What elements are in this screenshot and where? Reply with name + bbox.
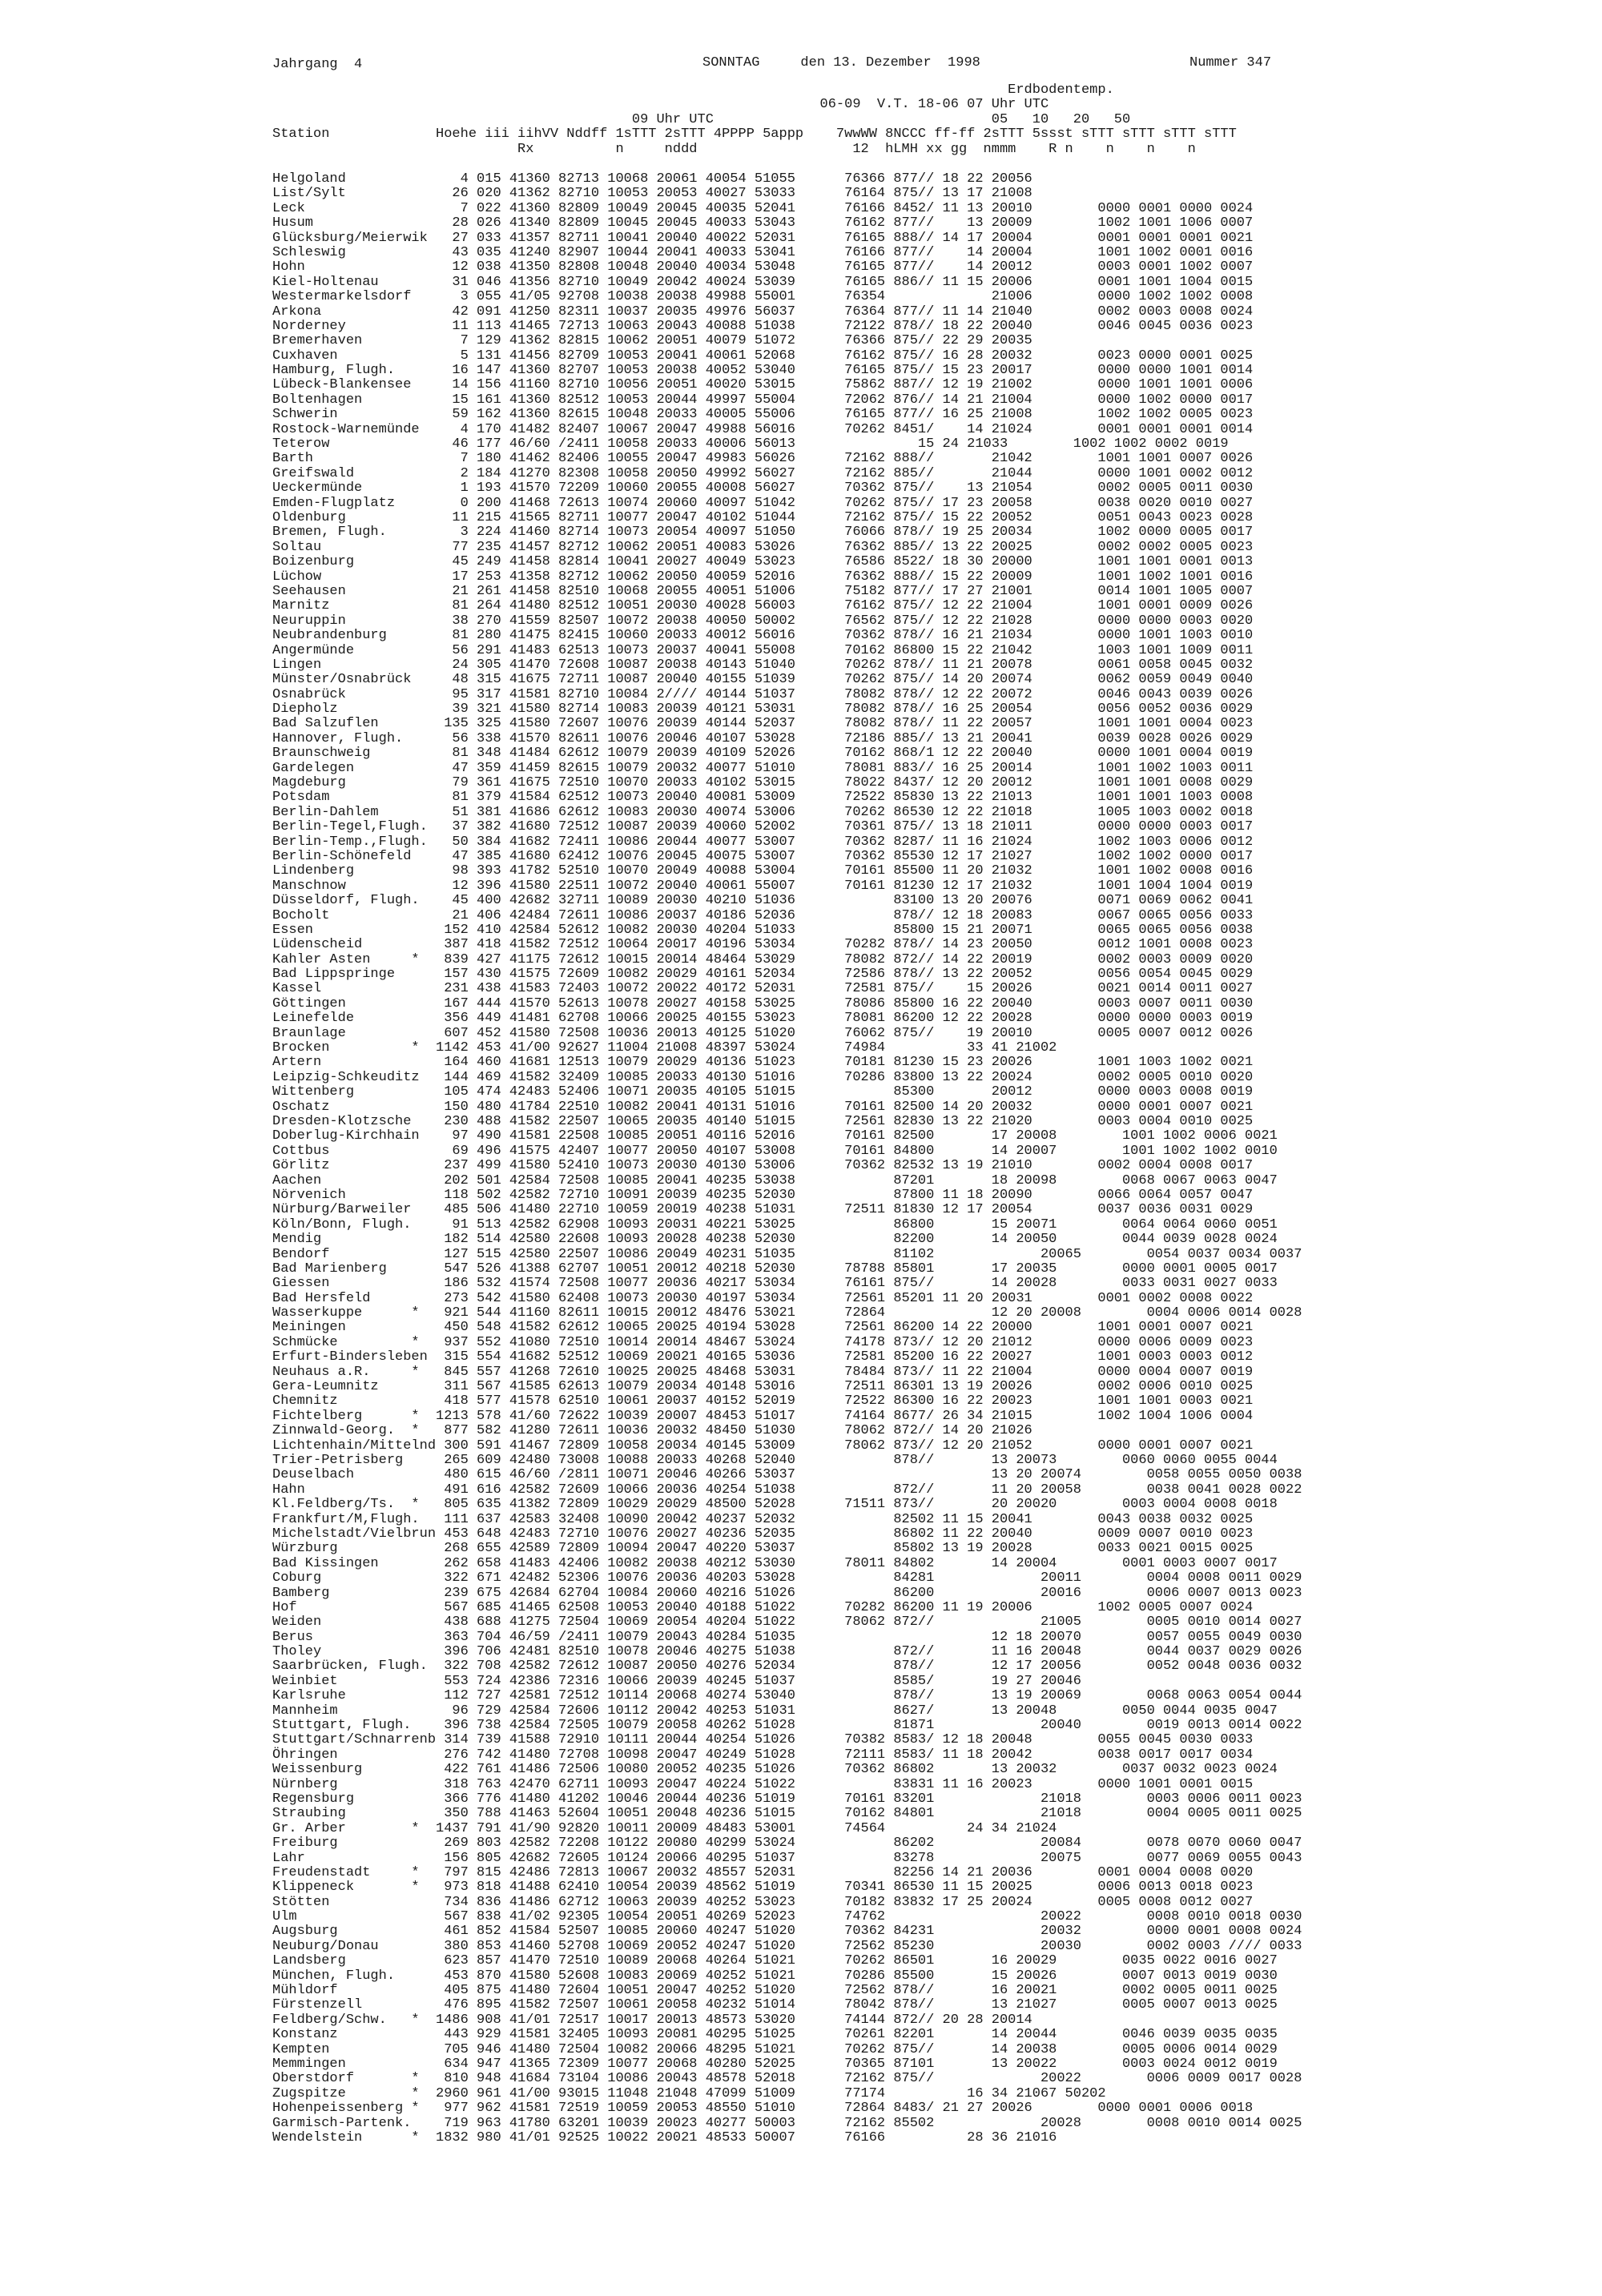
column-header-line: 09 Uhr UTC 05 10 20 50 bbox=[272, 111, 1131, 127]
station-row: Schleswig 43 035 41240 82907 10044 20041 40033 53041 76166 877// 14 20004 1001 1002 0001 0016 bbox=[272, 244, 1254, 260]
station-row: Boizenburg 45 249 41458 82814 10041 20027 40049 53023 76586 8522/ 18 30 20000 1001 1001 0001 0013 bbox=[272, 554, 1254, 570]
station-row: Straubing 350 788 41463 52604 10051 20048 40236 51015 70162 84801 21018 0004 0005 0011 0025 bbox=[272, 1806, 1302, 1822]
station-row: Fichtelberg * 1213 578 41/60 72622 10039 20007 48453 51017 74164 8677/ 26 34 21015 1002 1004 1006 0004 bbox=[272, 1408, 1254, 1424]
station-row: Stötten 734 836 41486 62712 10063 20039 40252 53023 70182 83832 17 25 20024 0005 0008 0012 0027 bbox=[272, 1894, 1254, 1910]
station-row: Doberlug-Kirchhain 97 490 41581 22508 10085 20051 40116 52016 70161 82500 17 20008 1001 1002 0006 0021 bbox=[272, 1128, 1278, 1144]
station-row: Karlsruhe 112 727 42581 72512 10114 20068 40274 53040 878// 13 19 20069 0068 0063 0054 0044 bbox=[272, 1688, 1302, 1704]
column-header-line: 06-09 V.T. 18-06 07 Uhr UTC bbox=[272, 97, 1049, 113]
station-row: Bremerhaven 7 129 41362 82815 10062 20051 40079 51072 76366 875// 22 29 20035 bbox=[272, 333, 1032, 349]
station-row: Hof 567 685 41465 62508 10053 20040 40188 51022 70282 86200 11 19 20006 1002 0005 0007 0024 bbox=[272, 1599, 1254, 1615]
station-row: Braunlage 607 452 41580 72508 10036 20013 40125 51020 76062 875// 19 20010 0005 0007 0012 0026 bbox=[272, 1025, 1254, 1041]
station-row: Mühldorf 405 875 41480 72604 10051 20047 40252 51020 72562 878// 16 20021 0002 0005 0011 0025 bbox=[272, 1983, 1278, 1999]
station-row: Lingen 24 305 41470 72608 10087 20038 40143 51040 70262 878// 11 21 20078 0061 0058 0045 0032 bbox=[272, 657, 1254, 673]
station-row: Lüdenscheid 387 418 41582 72512 10064 20017 40196 53034 70282 878// 14 23 20050 0012 1001 0008 0023 bbox=[272, 937, 1254, 953]
station-row: Bad Lippspringe 157 430 41575 72609 10082 20029 40161 52034 72586 878// 13 22 20052 0056 0054 0045 0029 bbox=[272, 967, 1254, 983]
station-row: Gr. Arber * 1437 791 41/90 92820 10011 20009 48483 53001 74564 24 34 21024 bbox=[272, 1820, 1057, 1836]
station-row: Freiburg 269 803 42582 72208 10122 20080 40299 53024 86202 20084 0078 0070 0060 0047 bbox=[272, 1836, 1302, 1852]
station-row: Öhringen 276 742 41480 72708 10098 20047 40249 51028 72111 8583/ 11 18 20042 0038 0017 0017 0034 bbox=[272, 1747, 1254, 1763]
station-row: Neuhaus a.R. * 845 557 41268 72610 10025 20025 48468 53031 78484 873// 11 22 21004 0000 0004 0007 0019 bbox=[272, 1364, 1254, 1380]
station-row: Barth 7 180 41462 82406 10055 20047 49983 56026 72162 888// 21042 1001 1001 0007 0026 bbox=[272, 451, 1254, 467]
station-row: Augsburg 461 852 41584 52507 10085 20060 40247 51020 70362 84231 20032 0000 0001 0008 0024 bbox=[272, 1924, 1302, 1940]
station-row: Husum 28 026 41340 82809 10045 20045 40033 53043 76162 877// 13 20009 1002 1001 1006 0007 bbox=[272, 215, 1254, 231]
station-row: Freudenstadt * 797 815 42486 72813 10067 20032 48557 52031 82256 14 21 20036 0001 0004 0008 0020 bbox=[272, 1864, 1254, 1880]
column-header-line: Station Hoehe iii iihVV Nddff 1sTTT 2sTTT 4PPPP 5appp 7wwWW 8NCCC ff-ff 2sTTT 5ssst sTTT sTTT sTTT sTTT bbox=[272, 127, 1237, 143]
station-row: Bad Marienberg 547 526 41388 62707 10051 20012 40218 52030 78788 85801 17 20035 0000 0001 0005 0017 bbox=[272, 1261, 1278, 1277]
station-row: Münster/Osnabrück 48 315 41675 72711 10087 20040 40155 51039 70262 875// 14 20 20074 0062 0059 0049 0040 bbox=[272, 672, 1254, 688]
station-row: Schmücke * 937 552 41080 72510 10014 20014 48467 53024 74178 873// 12 20 21012 0000 0006 0009 0023 bbox=[272, 1334, 1254, 1350]
station-row: Konstanz 443 929 41581 32405 10093 20081 40295 51025 70261 82201 14 20044 0046 0039 0035 0035 bbox=[272, 2027, 1278, 2043]
station-row: Görlitz 237 499 41580 52410 10073 20030 40130 53006 70362 82532 13 19 21010 0002 0004 0008 0017 bbox=[272, 1158, 1254, 1174]
station-row: Artern 164 460 41681 12513 10079 20029 40136 51023 70181 81230 15 23 20026 1001 1003 1002 0021 bbox=[272, 1055, 1254, 1071]
station-row: Berlin-Temp.,Flugh. 50 384 41682 72411 10086 20044 40077 53007 70362 8287/ 11 16 21024 1002 1003 0006 0012 bbox=[272, 834, 1254, 850]
station-row: Brocken * 1142 453 41/00 92627 11004 21008 48397 53024 74984 33 41 21002 bbox=[272, 1040, 1057, 1056]
station-row: Bad Salzuflen 135 325 41580 72607 10076 20039 40144 52037 78082 878// 11 22 20057 1001 1001 0004 0023 bbox=[272, 716, 1254, 732]
station-row: Wittenberg 105 474 42483 52406 10071 20035 40105 51015 85300 20012 0000 0003 0008 0019 bbox=[272, 1084, 1254, 1100]
station-row: Osnabrück 95 317 41581 82710 10084 2//// 40144 51037 78082 878// 12 22 20072 0046 0043 0039 0026 bbox=[272, 686, 1254, 702]
station-row: Magdeburg 79 361 41675 72510 10070 20033 40102 53015 78022 8437/ 12 20 20012 1001 1001 0008 0029 bbox=[272, 775, 1254, 791]
station-row: Kl.Feldberg/Ts. * 805 635 41382 72809 10029 20029 48500 52028 71511 873// 20 20020 0003 0004 0008 0018 bbox=[272, 1497, 1278, 1513]
station-row: Mannheim 96 729 42584 72606 10112 20042 40253 51031 8627/ 13 20048 0050 0044 0035 0047 bbox=[272, 1703, 1278, 1719]
station-row: Leck 7 022 41360 82809 10049 20045 40035 52041 76166 8452/ 11 13 20010 0000 0001 0000 0024 bbox=[272, 200, 1254, 216]
station-row: Kiel-Holtenau 31 046 41356 82710 10049 20042 40024 53039 76165 886// 11 15 20006 0001 1001 1004 0015 bbox=[272, 274, 1254, 290]
station-row: Neuburg/Donau 380 853 41460 52708 10069 20052 40247 51020 72562 85230 20030 0002 0003 //// 0033 bbox=[272, 1938, 1302, 1954]
station-row: Oschatz 150 480 41784 22510 10082 20041 40131 51016 70161 82500 14 20 20032 0000 0001 0007 0021 bbox=[272, 1099, 1254, 1115]
station-row: Hannover, Flugh. 56 338 41570 82611 10076 20046 40107 53028 72186 885// 13 21 20041 0039 0028 0026 0029 bbox=[272, 730, 1254, 746]
station-row: Stuttgart/Schnarrenb 314 739 41588 72910 10111 20044 40254 51026 70382 8583/ 12 18 20048 0055 0045 0030 0033 bbox=[272, 1732, 1254, 1748]
station-row: Düsseldorf, Flugh. 45 400 42682 32711 10089 20030 40210 51036 83100 13 20 20076 0071 0069 0062 0041 bbox=[272, 893, 1254, 909]
volume-label: Jahrgang 4 bbox=[272, 57, 363, 72]
station-row: Wendelstein * 1832 980 41/01 92525 10022 20021 48533 50007 76166 28 36 21016 bbox=[272, 2129, 1057, 2145]
station-row: Weinbiet 553 724 42386 72316 10066 20039 40245 51037 8585/ 19 27 20046 bbox=[272, 1673, 1081, 1689]
station-row: Bad Kissingen 262 658 41483 42406 10082 20038 40212 53030 78011 84802 14 20004 0001 0003 0007 0017 bbox=[272, 1555, 1278, 1571]
station-row: Diepholz 39 321 41580 82714 10083 20039 40121 53031 78082 878// 16 25 20054 0056 0052 0036 0029 bbox=[272, 702, 1254, 718]
station-row: Nürnberg 318 763 42470 62711 10093 20047 40224 51022 83831 11 16 20023 0000 1001 0001 0015 bbox=[272, 1776, 1254, 1792]
station-row: Neuruppin 38 270 41559 82507 10072 20038 40050 50002 76562 875// 12 22 21028 0000 0000 0003 0020 bbox=[272, 613, 1254, 629]
station-row: Oldenburg 11 215 41565 82711 10077 20047 40102 51044 72162 875// 15 22 20052 0051 0043 0023 0028 bbox=[272, 509, 1254, 525]
station-row: Weiden 438 688 41275 72504 10069 20054 40204 51022 78062 872// 21005 0005 0010 0014 0027 bbox=[272, 1614, 1302, 1631]
station-row: Hohenpeissenberg * 977 962 41581 72519 10059 20053 48550 51010 72864 8483/ 21 27 20026 0000 0001 0006 0018 bbox=[272, 2101, 1254, 2117]
station-row: Nörvenich 118 502 42582 72710 10091 20039 40235 52030 87800 11 18 20090 0066 0064 0057 0047 bbox=[272, 1187, 1254, 1203]
station-row: Gera-Leumnitz 311 567 41585 62613 10079 20034 40148 53016 72511 86301 13 19 20026 0002 0006 0010 0025 bbox=[272, 1379, 1254, 1395]
station-row: Bamberg 239 675 42684 62704 10084 20060 40216 51026 86200 20016 0006 0007 0013 0023 bbox=[272, 1585, 1302, 1601]
station-row: Erfurt-Bindersleben 315 554 41682 52512 10069 20021 40165 53036 72581 85200 16 22 20027 1001 0003 0003 0012 bbox=[272, 1349, 1254, 1365]
station-row: Feldberg/Schw. * 1486 908 41/01 72517 10017 20013 48573 53020 74144 872// 20 28 20014 bbox=[272, 2012, 1032, 2028]
column-header bbox=[272, 83, 1237, 157]
station-row: Stuttgart, Flugh. 396 738 42584 72505 10079 20058 40262 51028 81871 20040 0019 0013 0014 0022 bbox=[272, 1718, 1302, 1734]
station-row: Kahler Asten * 839 427 41175 72612 10015 20014 48464 53029 78082 872// 14 22 20019 0002 0003 0009 0020 bbox=[272, 951, 1254, 967]
station-row: Berlin-Tegel,Flugh. 37 382 41680 72512 10087 20039 40060 52002 70361 875// 13 18 21011 0000 0000 0003 0017 bbox=[272, 819, 1254, 835]
station-row: Bocholt 21 406 42484 72611 10086 20037 40186 52036 878// 12 18 20083 0067 0065 0056 0033 bbox=[272, 907, 1254, 923]
station-row: Würzburg 268 655 42589 72809 10094 20047 40220 53037 85802 13 19 20028 0033 0021 0015 0025 bbox=[272, 1541, 1254, 1557]
station-row: List/Sylt 26 020 41362 82710 10053 20053 40027 53033 76164 875// 13 17 21008 bbox=[272, 186, 1032, 202]
station-row: Mendig 182 514 42580 22608 10093 20028 40238 52030 82200 14 20050 0044 0039 0028 0024 bbox=[272, 1232, 1278, 1248]
station-row: Hamburg, Flugh. 16 147 41360 82707 10053 20038 40052 53040 76165 875// 15 23 20017 0000 0000 1001 0014 bbox=[272, 363, 1254, 379]
station-row: Lübeck-Blankensee 14 156 41160 82710 10056 20051 40020 53015 75862 887// 12 19 21002 0000 1001 1001 0006 bbox=[272, 377, 1254, 393]
station-row: Chemnitz 418 577 41578 62510 10061 20037 40152 52019 72522 86300 16 22 20023 1001 1001 0003 0021 bbox=[272, 1393, 1254, 1409]
station-row: Dresden-Klotzsche 230 488 41582 22507 10065 20035 40140 51015 72561 82830 13 22 21020 0003 0004 0010 0025 bbox=[272, 1114, 1254, 1129]
station-row: Berlin-Schönefeld 47 385 41680 62412 10076 20045 40075 53007 70362 85530 12 17 21027 1002 1002 0000 0017 bbox=[272, 848, 1254, 864]
station-row: Soltau 77 235 41457 82712 10062 20051 40083 53026 76362 885// 13 22 20025 0002 0002 0005 0023 bbox=[272, 539, 1254, 555]
station-row: Cottbus 69 496 41575 42407 10077 20050 40107 53008 70161 84800 14 20007 1001 1002 1002 0010 bbox=[272, 1143, 1278, 1159]
station-row: Lahr 156 805 42682 72605 10124 20066 40295 51037 83278 20075 0077 0069 0055 0043 bbox=[272, 1850, 1302, 1866]
station-row: Bremen, Flugh. 3 224 41460 82714 10073 20054 40097 51050 76066 878// 19 25 20034 1002 0000 0005 0017 bbox=[272, 525, 1254, 541]
station-row: Göttingen 167 444 41570 52613 10078 20027 40158 53025 78086 85800 16 22 20040 0003 0007 0011 0030 bbox=[272, 995, 1254, 1011]
station-row: Hahn 491 616 42582 72609 10066 20036 40254 51038 872// 11 20 20058 0038 0041 0028 0022 bbox=[272, 1482, 1302, 1498]
station-row: Berlin-Dahlem 51 381 41686 62612 10083 20030 40074 53006 70262 86530 12 22 21018 1005 1003 0002 0018 bbox=[272, 804, 1254, 820]
station-row: Norderney 11 113 41465 72713 10063 20043 40088 51038 72122 878// 18 22 20040 0046 0045 0036 0023 bbox=[272, 318, 1254, 334]
station-row: Gardelegen 47 359 41459 82615 10079 20032 40077 51010 78081 883// 16 25 20014 1001 1002 1003 0011 bbox=[272, 760, 1254, 776]
station-row: Leinefelde 356 449 41481 62708 10066 20025 40155 53023 78081 86200 12 22 20028 0000 0000 0003 0019 bbox=[272, 1011, 1254, 1027]
station-row: München, Flugh. 453 870 41580 52608 10083 20069 40252 51021 70286 85500 15 20026 0007 0013 0019 0030 bbox=[272, 1968, 1278, 1984]
station-row: Kempten 705 946 41480 72504 10082 20066 48295 51021 70262 875// 14 20038 0005 0006 0014 0029 bbox=[272, 2041, 1278, 2057]
station-row: Klippeneck * 973 818 41488 62410 10054 20039 48562 51019 70341 86530 11 15 20025 0006 0013 0018 0023 bbox=[272, 1880, 1254, 1896]
station-row: Memmingen 634 947 41365 72309 10077 20068 40280 52025 70365 87101 13 20022 0003 0024 0012 0019 bbox=[272, 2057, 1278, 2072]
station-row: Westermarkelsdorf 3 055 41/05 92708 10038 20038 49988 55001 76354 21006 0000 1002 1002 0008 bbox=[272, 289, 1254, 305]
station-row: Leipzig-Schkeuditz 144 469 41582 32409 10085 20033 40130 51016 70286 83800 13 22 20024 0002 0005 0010 0020 bbox=[272, 1069, 1254, 1085]
station-row: Trier-Petrisberg 265 609 42480 73008 10088 20033 40268 52040 878// 13 20073 0060 0060 0055 0044 bbox=[272, 1452, 1278, 1468]
station-row: Braunschweig 81 348 41484 62612 10079 20039 40109 52026 70162 868/1 12 22 20040 0000 1001 0004 0019 bbox=[272, 746, 1254, 762]
station-row: Lüchow 17 253 41358 82712 10062 20050 40059 52016 76362 888// 15 22 20009 1001 1002 1001 0016 bbox=[272, 569, 1254, 585]
station-row: Lindenberg 98 393 41782 52510 10070 20049 40088 53004 70161 85500 11 20 21032 1001 1002 0008 0016 bbox=[272, 863, 1254, 879]
station-row: Teterow 46 177 46/60 /2411 10058 20033 40006 56013 15 24 21033 1002 1002 0002 0019 bbox=[272, 436, 1229, 452]
station-row: Glücksburg/Meierwik 27 033 41357 82711 10041 20040 40022 52031 76165 888// 14 17 20004 0001 0001 0001 0021 bbox=[272, 230, 1254, 246]
station-row: Garmisch-Partenk. 719 963 41780 63201 10039 20023 40277 50003 72162 85502 20028 0008 0010 0014 0025 bbox=[272, 2115, 1302, 2131]
station-row: Lichtenhain/Mittelnd 300 591 41467 72809 10058 20034 40145 53009 78062 873// 12 20 21052 0000 0001 0007 0021 bbox=[272, 1438, 1254, 1454]
station-row: Angermünde 56 291 41483 62513 10073 20037 40041 55008 70162 86800 15 22 21042 1003 1001 1009 0011 bbox=[272, 642, 1254, 658]
station-row: Potsdam 81 379 41584 62512 10073 20040 40081 53009 72522 85830 13 22 21013 1001 1001 1003 0008 bbox=[272, 790, 1254, 806]
station-row: Regensburg 366 776 41480 41202 10046 20044 40236 51019 70161 83201 21018 0003 0006 0011 0023 bbox=[272, 1791, 1302, 1807]
station-row: Giessen 186 532 41574 72508 10077 20036 40217 53034 76161 875// 14 20028 0033 0031 0027 0033 bbox=[272, 1276, 1278, 1292]
station-row: Bad Hersfeld 273 542 41580 62408 10073 20030 40197 53034 72561 85201 11 20 20031 0001 0002 0008 0022 bbox=[272, 1290, 1254, 1306]
station-row: Marnitz 81 264 41480 82512 10051 20030 40028 56003 76162 875// 12 22 21004 1001 0001 0009 0026 bbox=[272, 598, 1254, 614]
station-row: Coburg 322 671 42482 52306 10076 20036 40203 53028 84281 20011 0004 0008 0011 0029 bbox=[272, 1570, 1302, 1586]
station-row: Weissenburg 422 761 41486 72506 10080 20052 40235 51026 70362 86802 13 20032 0037 0032 0023 0024 bbox=[272, 1762, 1278, 1778]
station-row: Emden-Flugplatz 0 200 41468 72613 10074 20060 40097 51042 70262 875// 17 23 20058 0038 0020 0010 0027 bbox=[272, 495, 1254, 511]
station-row: Tholey 396 706 42481 82510 10078 20046 40275 51038 872// 11 16 20048 0044 0037 0029 0026 bbox=[272, 1644, 1302, 1660]
station-row: Landsberg 623 857 41470 72510 10089 20068 40264 51021 70262 86501 16 20029 0035 0022 0016 0027 bbox=[272, 1953, 1278, 1969]
station-row: Schwerin 59 162 41360 82615 10048 20033 40005 55006 76165 877// 16 25 21008 1002 1002 0005 0023 bbox=[272, 407, 1254, 423]
station-row: Seehausen 21 261 41458 82510 10068 20055 40051 51006 75182 877// 17 27 21001 0014 1001 1005 0007 bbox=[272, 583, 1254, 599]
station-row: Deuselbach 480 615 46/60 /2811 10071 20046 40266 53037 13 20 20074 0058 0055 0050 0038 bbox=[272, 1467, 1302, 1483]
station-row: Neubrandenburg 81 280 41475 82415 10060 20033 40012 56016 70362 878// 16 21 21034 0000 1001 1003 0010 bbox=[272, 628, 1254, 644]
station-row: Greifswald 2 184 41270 82308 10058 20050 49992 56027 72162 885// 21044 0000 1001 0002 0012 bbox=[272, 465, 1254, 481]
station-row: Wasserkuppe * 921 544 41160 82611 10015 20012 48476 53021 72864 12 20 20008 0004 0006 0014 0028 bbox=[272, 1305, 1302, 1321]
station-row: Berus 363 704 46/59 /2411 10079 20043 40284 51035 12 18 20070 0057 0055 0049 0030 bbox=[272, 1629, 1302, 1645]
station-row: Essen 152 410 42584 52612 10082 20030 40204 51033 85800 15 21 20071 0065 0065 0056 0038 bbox=[272, 922, 1254, 938]
station-row: Michelstadt/Vielbrun 453 648 42483 72710 10076 20027 40236 52035 86802 11 22 20040 0009 0007 0010 0023 bbox=[272, 1526, 1254, 1542]
issue-number: Nummer 347 bbox=[1189, 55, 1272, 70]
station-row: Bendorf 127 515 42580 22507 10086 20049 40231 51035 81102 20065 0054 0037 0034 0037 bbox=[272, 1246, 1302, 1262]
column-header-line: Erdbodentemp. bbox=[272, 82, 1114, 98]
station-row: Zinnwald-Georg. * 877 582 41280 72611 10036 20032 48450 51030 78062 872// 14 20 21026 bbox=[272, 1423, 1032, 1439]
station-row: Aachen 202 501 42584 72508 10085 20041 40235 53038 87201 18 20098 0068 0067 0063 0047 bbox=[272, 1172, 1278, 1188]
station-row: Nürburg/Barweiler 485 506 41480 22710 10059 20019 40238 51031 72511 81830 12 17 20054 0037 0036 0031 0029 bbox=[272, 1202, 1254, 1218]
station-table bbox=[272, 172, 1302, 2145]
column-header-line: Rx n nddd 12 hLMH xx gg nmmm R n n n n bbox=[272, 141, 1196, 157]
station-row: Oberstdorf * 810 948 41684 73104 10086 20043 48578 52018 72162 875// 20022 0006 0009 0017 0028 bbox=[272, 2071, 1302, 2087]
station-row: Saarbrücken, Flugh. 322 708 42582 72612 10087 20050 40276 52034 878// 12 17 20056 0052 0048 0036 0032 bbox=[272, 1659, 1302, 1675]
station-row: Boltenhagen 15 161 41360 82512 10053 20044 49997 55004 72062 876// 14 21 21004 0000 1002 0000 0017 bbox=[272, 392, 1254, 408]
station-row: Rostock-Warnemünde 4 170 41482 82407 10067 20047 49988 56016 70262 8451/ 14 21024 0001 0001 0001 0014 bbox=[272, 421, 1254, 437]
station-row: Meiningen 450 548 41582 62612 10065 20025 40194 53028 72561 86200 14 22 20000 1001 0001 0007 0021 bbox=[272, 1320, 1254, 1336]
station-row: Hohn 12 038 41350 82808 10048 20040 40034 53048 76165 877// 14 20012 0003 0001 1002 0007 bbox=[272, 259, 1254, 275]
station-row: Kassel 231 438 41583 72403 10072 20022 40172 52031 72581 875// 15 20026 0021 0014 0011 0027 bbox=[272, 981, 1254, 997]
station-row: Frankfurt/M,Flugh. 111 637 42583 32408 10090 20042 40237 52032 82502 11 15 20041 0043 0038 0032 0025 bbox=[272, 1511, 1254, 1527]
station-row: Köln/Bonn, Flugh. 91 513 42582 62908 10093 20031 40221 53025 86800 15 20071 0064 0064 0060 0051 bbox=[272, 1216, 1278, 1232]
station-row: Ulm 567 838 41/02 92305 10054 20051 40269 52023 74762 20022 0008 0010 0018 0030 bbox=[272, 1909, 1302, 1925]
station-row: Fürstenzell 476 895 41582 72507 10061 20058 40232 51014 78042 878// 13 21027 0005 0007 0013 0025 bbox=[272, 1997, 1278, 2013]
station-row: Arkona 42 091 41250 82311 10037 20035 49976 56037 76364 877// 11 14 21040 0002 0003 0008 0024 bbox=[272, 304, 1254, 320]
station-row: Ueckermünde 1 193 41570 72209 10060 20055 40008 56027 70362 875// 13 21054 0002 0005 0011 0030 bbox=[272, 481, 1254, 497]
issue-date: SONNTAG den 13. Dezember 1998 bbox=[702, 55, 980, 70]
station-row: Helgoland 4 015 41360 82713 10068 20061 40054 51055 76366 877// 18 22 20056 bbox=[272, 171, 1032, 187]
station-row: Cuxhaven 5 131 41456 82709 10053 20041 40061 52068 76162 875// 16 28 20032 0023 0000 0001 0025 bbox=[272, 348, 1254, 364]
station-row: Manschnow 12 396 41580 22511 10072 20040 40061 55007 70161 81230 12 17 21032 1001 1004 1004 0019 bbox=[272, 878, 1254, 894]
station-row: Zugspitze * 2960 961 41/00 93015 11048 21048 47099 51009 77174 16 34 21067 50202 bbox=[272, 2085, 1106, 2101]
